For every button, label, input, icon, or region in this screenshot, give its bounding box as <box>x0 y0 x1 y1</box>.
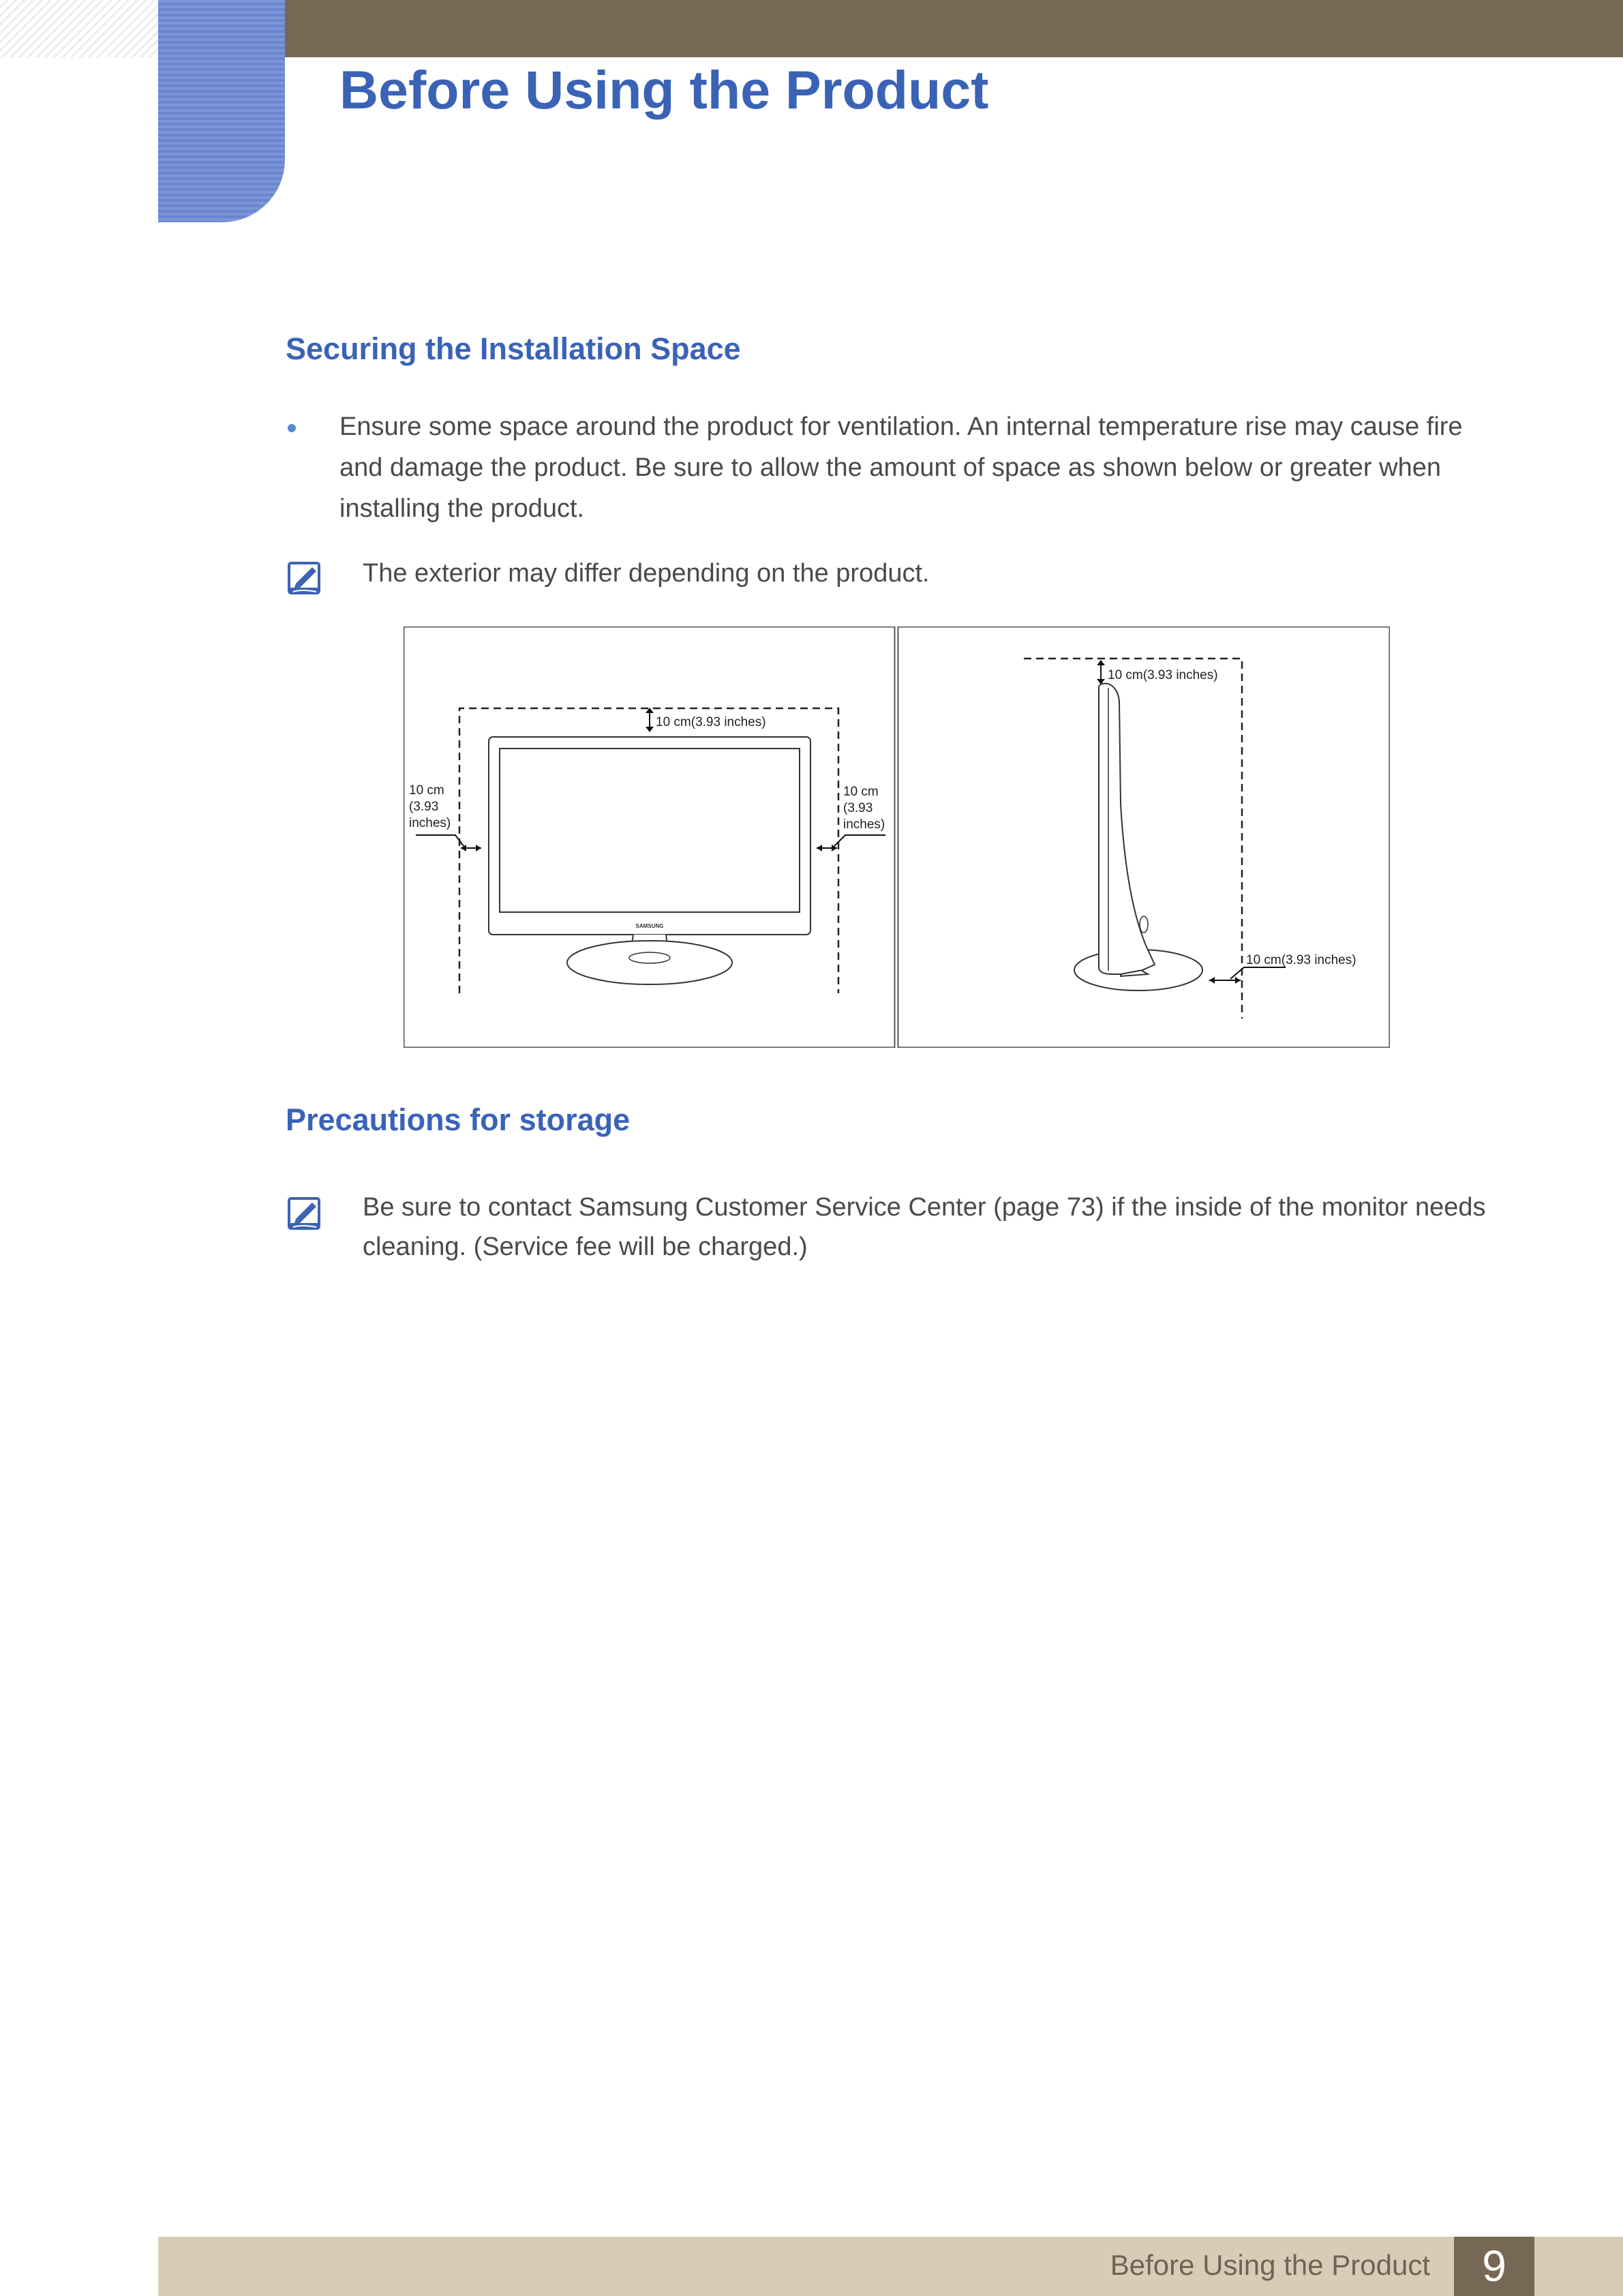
side-back-clearance-label: 10 cm(3.93 inches) <box>1246 953 1356 967</box>
page-number: 9 <box>1454 2237 1534 2296</box>
section-heading-installation: Securing the Installation Space <box>286 331 741 366</box>
side-view-panel <box>898 627 1390 1048</box>
front-left-clearance-label: 10 cm (3.93 inches) <box>409 783 451 830</box>
header-bar <box>285 0 1623 57</box>
exterior-note-text: The exterior may differ depending on the product. <box>363 559 930 588</box>
note-icon <box>286 1194 324 1233</box>
front-top-clearance-label: 10 cm(3.93 inches) <box>656 715 766 729</box>
front-right-clearance-label: 10 cm (3.93 inches) <box>843 785 885 832</box>
side-top-clearance-label: 10 cm(3.93 inches) <box>1108 668 1218 682</box>
chapter-tab <box>158 0 285 222</box>
samsung-logo: SAMSUNG <box>635 923 664 929</box>
front-view-panel <box>404 627 895 1048</box>
page-title: Before Using the Product <box>339 59 989 120</box>
note-icon <box>286 559 324 597</box>
installation-space-diagram <box>404 626 1390 1048</box>
corner-decoration <box>0 0 158 57</box>
bullet-icon <box>288 424 296 432</box>
storage-note-text: Be sure to contact Samsung Customer Service Center (page 73) if the inside of the monitor needs cleaning. (Service fee will be charged.) <box>363 1193 1486 1261</box>
ventilation-bullet-text: Ensure some space around the product for ventilation. An internal temperature rise may cause fire and damage the product. Be sure to allow the amount of space as shown below or greater when installing the product. <box>339 412 1463 523</box>
footer-chapter-label: Before Using the Product <box>1110 2249 1430 2281</box>
section-heading-storage: Precautions for storage <box>286 1102 631 1137</box>
